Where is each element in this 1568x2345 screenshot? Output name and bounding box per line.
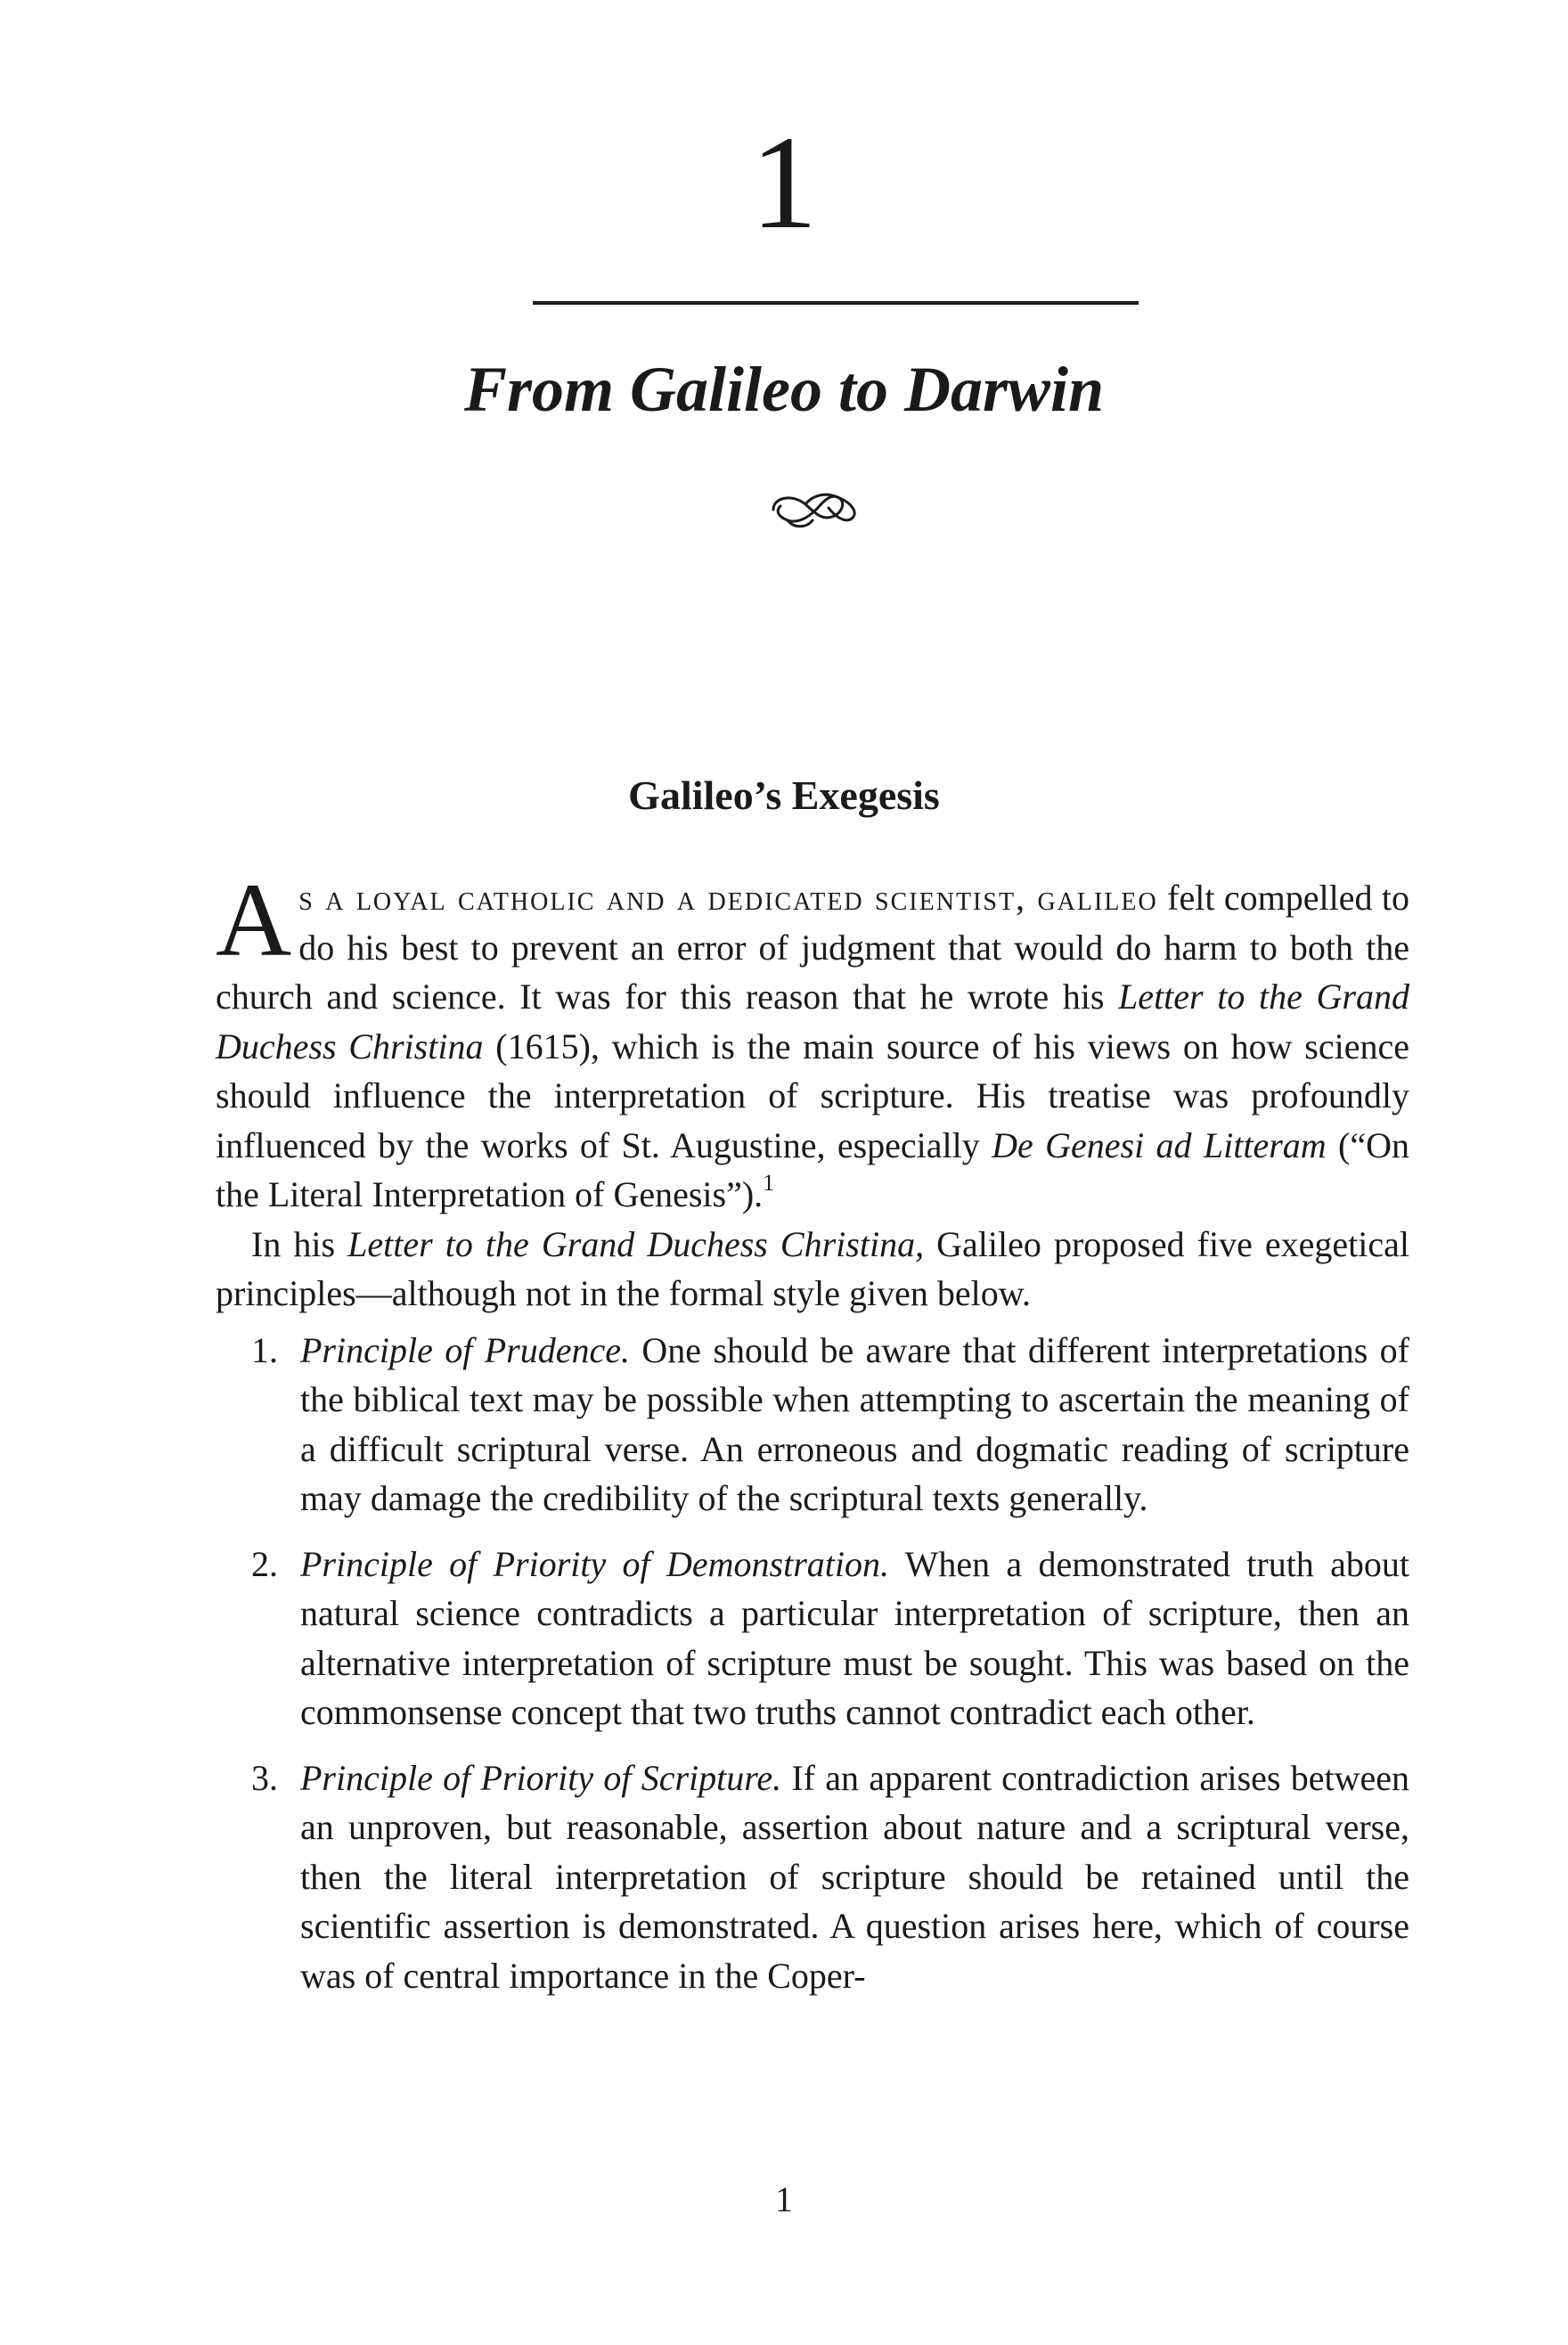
paragraph-text: In his [251,1223,348,1264]
drop-cap: A [216,862,292,978]
principle-title: Principle of Priority of Scripture. [300,1757,782,1798]
list-number: 3. [251,1757,278,1798]
chapter-title: From Galileo to Darwin [463,354,1105,425]
body-text [216,862,1410,2016]
principles-list [216,1326,1409,2001]
italic-title: Letter to the Grand Duchess Christina, [347,1223,925,1264]
principle-title: Principle of Priority of Demonstration. [300,1543,889,1584]
principle-title: Principle of Prudence. [300,1329,631,1370]
principle-text: When a demonstrated truth about natural science contradicts a particular interpretation of scripture, then an alternative interpretation of scripture must be sought. This was based on the commonsense concept that two truths cannot contradict each other. [300,1543,1409,1732]
section-heading: Galileo’s Exegesis [628,772,940,818]
paragraph-text: (“On the Literal Interpretation of Genesis”). [216,1124,1410,1214]
page-number: 1 [775,2179,793,2219]
chapter-number: 1 [750,109,818,257]
list-number: 1. [251,1329,278,1370]
footnote-marker: 1 [763,1170,775,1196]
list-item [216,1753,1409,2001]
chapter-divider [533,301,1139,305]
principle-text: If an apparent contradiction arises between an unproven, but reasonable, assertion about nature and a scriptural verse, then the literal interpretation of scripture should be retained until the scientific assertion is demonstrated. A question arises here, which of course was of central importance in the Coper- [300,1757,1409,1996]
paragraph-text: (1615), which is the main source of his views on how science should influence the interpretation of scripture. His treatise was profoundly influenced by the works of St. Augustine, especially [216,1025,1410,1165]
list-item [216,1326,1409,1524]
opening-small-caps: s a loyal catholic and a dedicated scientist, galileo [298,878,1158,918]
ornament-icon [766,481,864,535]
list-number: 2. [251,1543,278,1584]
paragraph-opening [216,862,1410,1220]
paragraph-text: felt compelled to do his best to prevent an error of judgment that would do harm to both the church and science. It was for this reason that he wrote his [216,878,1409,1017]
list-item [216,1540,1409,1737]
paragraph-second [216,1220,1409,1319]
principle-text: One should be aware that different interpretations of the biblical text may be possible when attempting to ascertain the meaning of a difficult scriptural verse. An erroneous and dogmatic reading of scripture may damage the credibility of the scriptural texts generally. [300,1329,1409,1518]
paragraph-text: Galileo proposed five exegetical principles—although not in the formal style given below. [216,1223,1410,1313]
italic-title: De Genesi ad Litteram [992,1124,1327,1165]
italic-title: Letter to the Grand Duchess Christina [216,976,1409,1066]
